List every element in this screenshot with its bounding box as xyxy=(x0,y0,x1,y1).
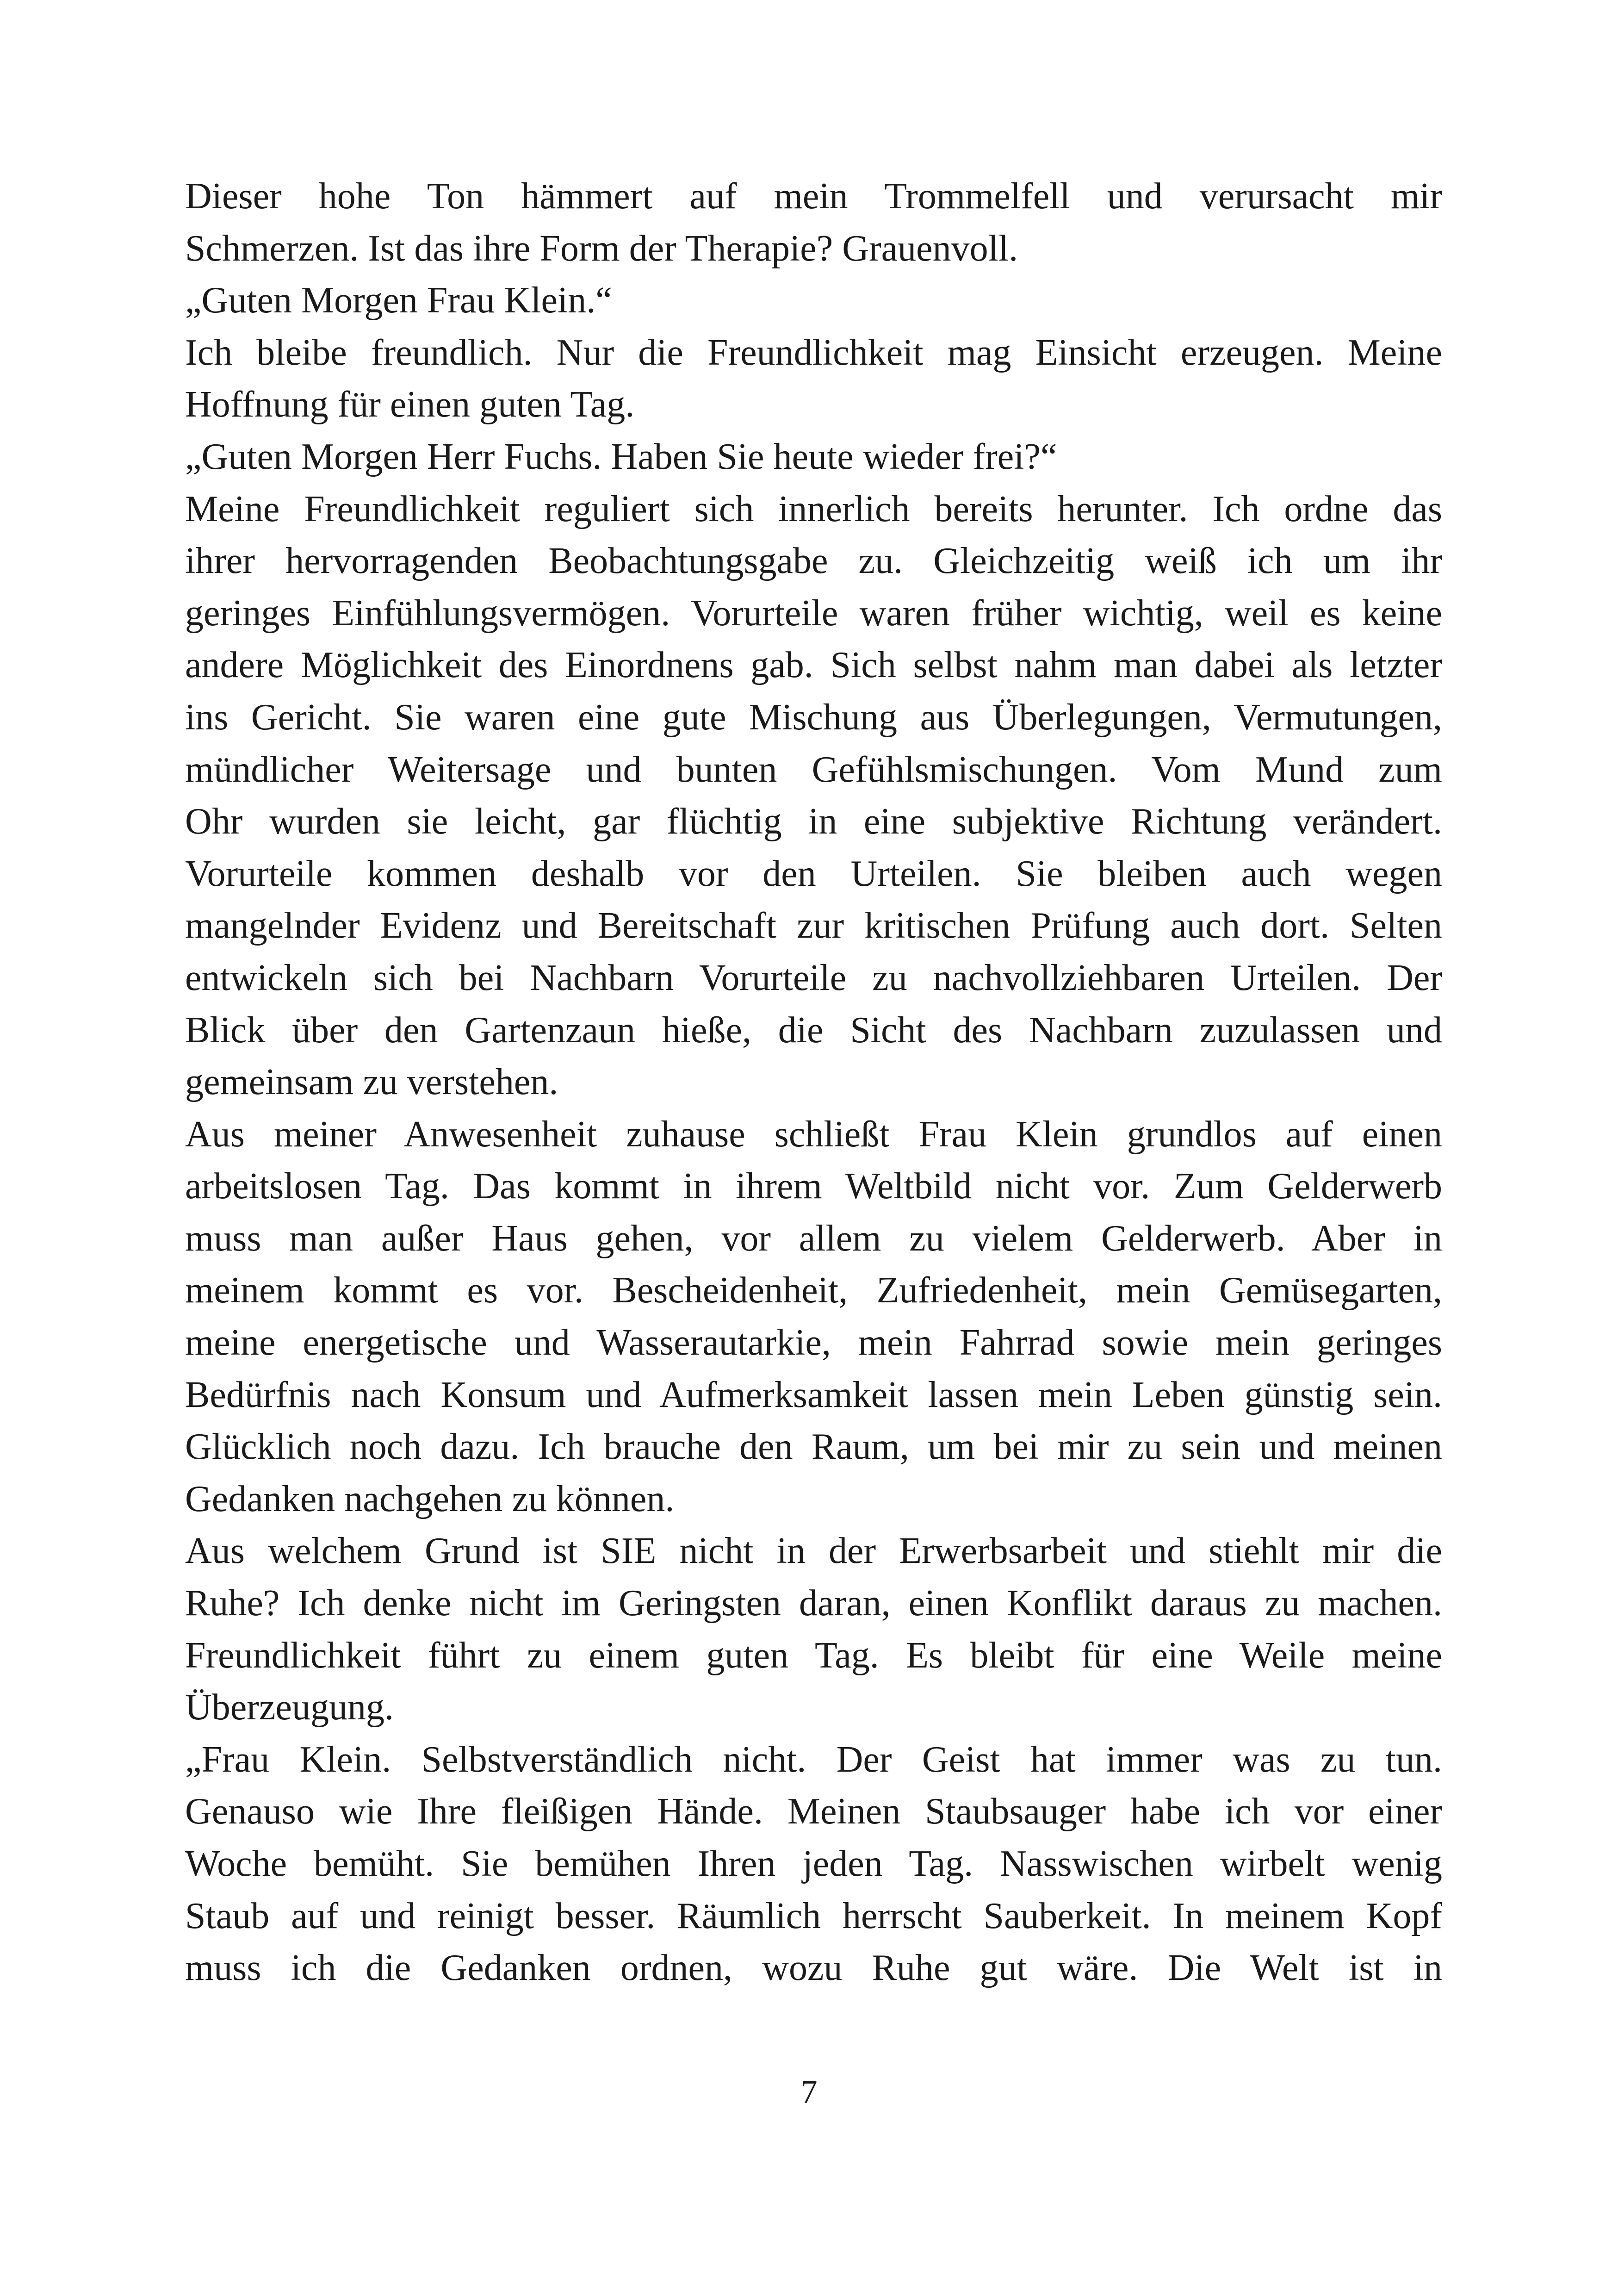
text-line: Dieser hohe Ton hämmert auf mein Trommelfell und verursacht mir xyxy=(185,176,1442,217)
text-line: Woche bemüht. Sie bemühen Ihren jeden Tag. Nasswischen wirbelt wenig xyxy=(185,1843,1442,1884)
text-line: Aus welchem Grund ist SIE nicht in der Erwerbsarbeit und stiehlt mir die xyxy=(185,1531,1442,1572)
text-line: Schmerzen. Ist das ihre Form der Therapie? Grauenvoll. xyxy=(185,228,1018,269)
text-line: „Frau Klein. Selbstverständlich nicht. Der Geist hat immer was zu tun. xyxy=(185,1739,1442,1780)
text-line: meine energetische und Wasserautarkie, mein Fahrrad sowie mein geringes xyxy=(185,1322,1442,1363)
text-line: gemeinsam zu verstehen. xyxy=(185,1062,558,1103)
page-number: 7 xyxy=(800,2073,818,2110)
text-line: Aus meiner Anwesenheit zuhause schließt Frau Klein grundlos auf einen xyxy=(185,1114,1442,1155)
text-line: meinem kommt es vor. Bescheidenheit, Zufriedenheit, mein Gemüsegarten, xyxy=(185,1270,1442,1311)
text-line: Bedürfnis nach Konsum und Aufmerksamkeit lassen mein Leben günstig sein. xyxy=(185,1374,1442,1415)
text-line: Staub auf und reinigt besser. Räumlich herrscht Sauberkeit. In meinem Kopf xyxy=(185,1895,1442,1936)
text-line: Gedanken nachgehen zu können. xyxy=(185,1478,675,1519)
text-line: Überzeugung. xyxy=(185,1687,394,1728)
text-line: Meine Freundlichkeit reguliert sich innerlich bereits herunter. Ich ordne das xyxy=(185,488,1442,529)
text-line: „Guten Morgen Frau Klein.“ xyxy=(185,280,612,321)
text-line: andere Möglichkeit des Einordnens gab. Sich selbst nahm man dabei als letzter xyxy=(185,645,1442,686)
text-line: mündlicher Weitersage und bunten Gefühlsmischungen. Vom Mund zum xyxy=(185,749,1442,790)
text-line: „Guten Morgen Herr Fuchs. Haben Sie heute wieder frei?“ xyxy=(185,436,1057,477)
text-line: Freundlichkeit führt zu einem guten Tag. Es bleibt für eine Weile meine xyxy=(185,1635,1442,1676)
text-line: ihrer hervorragenden Beobachtungsgabe zu. Gleichzeitig weiß ich um ihr xyxy=(185,541,1442,582)
text-line: Vorurteile kommen deshalb vor den Urteilen. Sie bleiben auch wegen xyxy=(185,853,1442,894)
text-line: Ohr wurden sie leicht, gar flüchtig in eine subjektive Richtung verändert. xyxy=(185,801,1442,842)
text-line: Ruhe? Ich denke nicht im Geringsten daran, einen Konflikt daraus zu machen. xyxy=(185,1583,1442,1624)
text-line: muss ich die Gedanken ordnen, wozu Ruhe gut wäre. Die Welt ist in xyxy=(185,1948,1442,1989)
body-text xyxy=(185,170,1442,1994)
text-line: Blick über den Gartenzaun hieße, die Sicht des Nachbarn zuzulassen und xyxy=(185,1009,1442,1051)
text-line: entwickeln sich bei Nachbarn Vorurteile zu nachvollziehbaren Urteilen. Der xyxy=(185,957,1442,998)
text-line: Glücklich noch dazu. Ich brauche den Raum, um bei mir zu sein und meinen xyxy=(185,1426,1442,1468)
text-line: Hoffnung für einen guten Tag. xyxy=(185,384,635,425)
text-line: muss man außer Haus gehen, vor allem zu vielem Gelderwerb. Aber in xyxy=(185,1218,1442,1259)
text-line: Genauso wie Ihre fleißigen Hände. Meinen Staubsauger habe ich vor einer xyxy=(185,1791,1442,1832)
text-line: arbeitslosen Tag. Das kommt in ihrem Weltbild nicht vor. Zum Gelderwerb xyxy=(185,1166,1442,1207)
text-line: ins Gericht. Sie waren eine gute Mischung aus Überlegungen, Vermutungen, xyxy=(185,697,1442,738)
text-line: mangelnder Evidenz und Bereitschaft zur kritischen Prüfung auch dort. Selten xyxy=(185,905,1442,946)
text-line: geringes Einfühlungsvermögen. Vorurteile waren früher wichtig, weil es keine xyxy=(185,592,1442,634)
text-line: Ich bleibe freundlich. Nur die Freundlichkeit mag Einsicht erzeugen. Meine xyxy=(185,332,1442,373)
